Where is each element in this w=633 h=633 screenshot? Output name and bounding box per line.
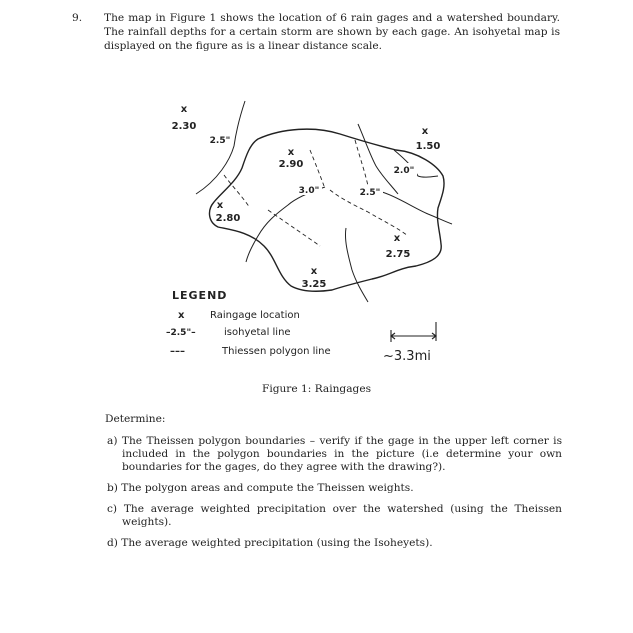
problem-number: 9. [72,12,83,24]
gage-marker-4: x [216,200,224,211]
question-a-marker: a) [107,435,118,447]
question-b-marker: b) [107,482,118,494]
isohyet-middle [345,228,368,302]
isohyet-label-2-5-right: 2.5" [359,188,381,198]
thiessen-line-4 [268,210,320,246]
isohyet-label-2-0: 2.0" [393,166,415,176]
isohyet-top-right [358,124,398,194]
question-list [107,435,562,558]
gage-label-2: 2.90 [278,159,304,170]
gage-marker-1: x [180,104,188,115]
gage-label-1: 2.30 [171,121,197,132]
legend-isohyetal-symbol: –2.5"– [166,328,196,338]
question-c-text: The average weighted precipitation over the watershed (using the Theissen weights). [122,503,562,528]
gage-label-4: 2.80 [215,213,241,224]
isohyet-label-2-5-left: 2.5" [209,136,231,146]
gage-label-6: 3.25 [301,279,327,290]
gage-marker-6: x [310,266,318,277]
scale-label: ~3.3mi [383,349,431,364]
question-b [107,482,562,495]
watershed-boundary [209,129,444,291]
problem-text: The map in Figure 1 shows the location of 6 rain gages and a watershed boundary. The rainfall depths for a certain storm are shown by each gage. An isohyetal map is displayed on the figure as is a linear distance scale. [104,12,560,52]
gage-marker-5: x [393,233,401,244]
gage-marker-3: x [421,126,429,137]
legend-isohyetal-label: isohyetal line [224,327,291,338]
figure-caption: Figure 1: Raingages [261,383,372,395]
thiessen-line-1 [224,175,250,208]
thiessen-line-2 [310,150,324,186]
question-a [107,435,562,474]
determine-heading: Determine: [105,413,166,425]
question-a-text: The Theissen polygon boundaries – verify if the gage in the upper left corner is included in the polygon boundaries in the picture (i.e determine your own boundaries for the gages, do they agree with the drawing?). [121,435,563,473]
thiessen-line-5 [355,140,368,186]
question-d-marker: d) [107,537,118,549]
gage-label-3: 1.50 [415,141,441,152]
question-c-marker: c) [107,503,118,515]
question-b-text: The polygon areas and compute the Theissen weights. [121,482,414,494]
isohyet-2-5-left [196,101,245,194]
legend-thiessen-symbol: ––– [170,346,185,357]
question-c [107,503,562,529]
legend-thiessen-label: Thiessen polygon line [222,346,331,357]
gage-label-5: 2.75 [385,249,411,260]
question-d [107,537,562,550]
isohyet-label-3-0: 3.0" [298,186,320,196]
legend-title: LEGEND [172,289,228,302]
legend-raingage-symbol: x [178,310,185,321]
question-d-text: The average weighted precipitation (using the Isoheyets). [121,537,433,549]
distance-scale-bar [391,322,436,342]
isohyet-3-0 [246,187,325,262]
gage-marker-2: x [287,147,295,158]
legend-raingage-label: Raingage location [210,310,300,321]
